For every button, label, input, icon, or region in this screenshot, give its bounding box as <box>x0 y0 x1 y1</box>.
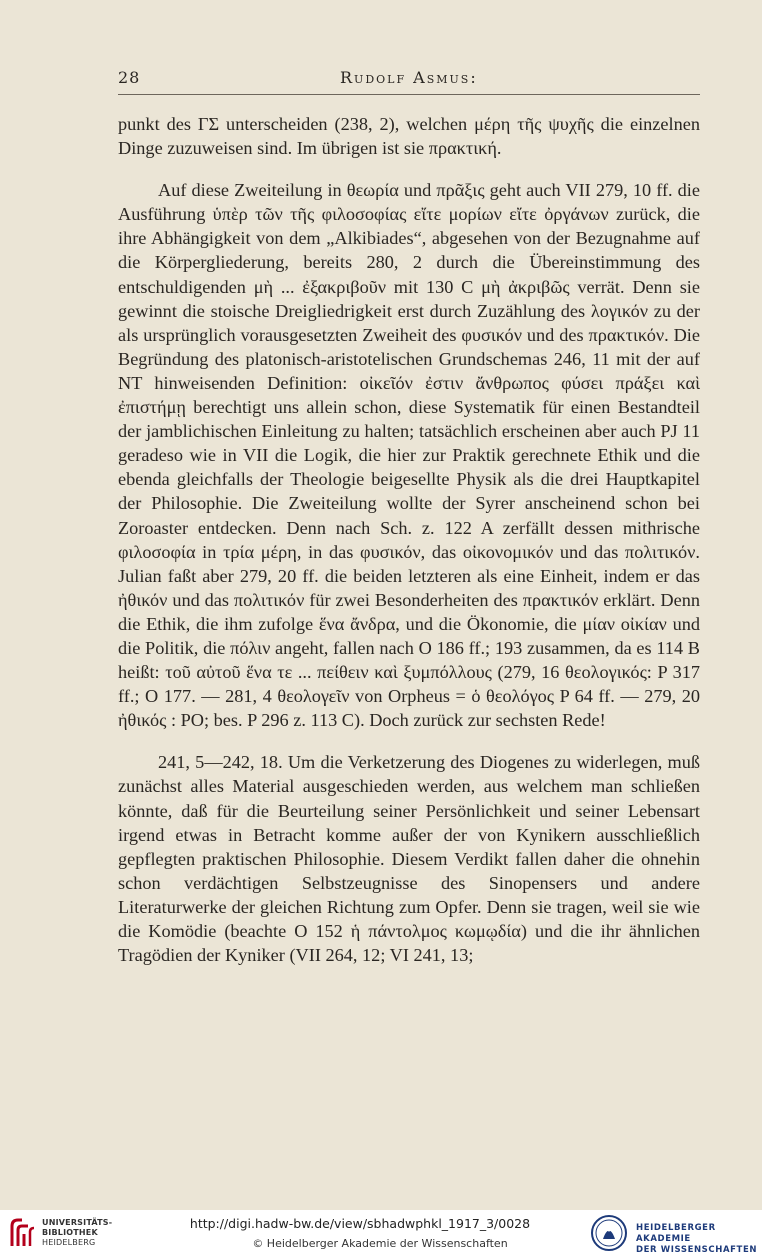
body-text <box>118 112 700 967</box>
page-number: 28 <box>118 68 141 87</box>
academy-name: HEIDELBERGER AKADEMIE DER WISSENSCHAFTEN <box>636 1223 758 1255</box>
university-library-logo-icon <box>8 1216 36 1250</box>
paragraph-zweiteilung: Auf diese Zweiteilung in θεωρία und πρᾶξις geht auch VII 279, 10 ff. die Ausführung ὑπὲρ τῶν τῆς φιλοσοφίας εἴτε μορίων εἴτε ὀργάνων zurück, die ihre Abhängigkeit von dem „Alkibiades“, abgesehen von der Bezugnahme auf die Körpergliederung, bereits 280, 2 durch die Übereinstimmung des entschuldigenden μὴ ... ἐξακριβοῦν mit 130 C μὴ ἀκριβῶς verrät. Denn sie gewinnt die stoische Dreigliedrigkeit erst durch Zuzählung des λογικόν zu der als ursprünglich vorausgesetzten Zweiheit des φυσικόν und des πρακτικόν. Die Begründung des platonisch-aristotelischen Grundschemas 246, 11 mit der auf NT hinweisenden Definition: οἰκεῖόν ἐστιν ἄνθρωπος φύσει πράξει καὶ ἐπιστήμῃ berechtigt uns allein schon, diese Systematik für einen Bestandteil der jamblichischen Einleitung zu halten; tatsächlich erscheinen aber auch PJ 11 geradeso wie in VII die Logik, die hier zur Praktik gerechnete Ethik und die ebenda gleichfalls der Theologie beigesellte Physik als die drei Hauptkapitel der Philosophie. Die Zweiteilung wollte der Syrer anscheinend schon bei Zoroaster entdecken. Denn nach Sch. z. 122 A zerfällt dessen mithrische φιλοσοφία in τρία μέρη, in das φυσικόν, das οἰκονομικόν und das πολιτικόν. Julian faßt aber 279, 20 ff. die beiden letzteren als eine Einheit, indem er das ἠθικόν und das πολιτικόν für zwei Besonderheiten des πρακτικόν erklärt. Denn die Ethik, die ihm zufolge ἕνα ἄνδρα, und die Ökonomie, die μίαν οἰκίαν und die Politik, die πόλιν angeht, fallen nach O 186 ff.; 193 zusammen, da es 114 B heißt: τοῦ αὐτοῦ ἕνα τε ... πείθειν καὶ ξυμπόλλους (279, 16 θεολογικός: P 317 ff.; O 177. — 281, 4 θεολογεῖν von Orpheus = ὁ θεολόγος P 64 ff. — 279, 20 ἠθικός : PO; bes. P 296 z. 113 C). Doch zurück zur sechsten Rede! <box>118 180 700 731</box>
academy-seal-icon <box>590 1214 628 1252</box>
permalink-url[interactable]: http://digi.hadw-bw.de/view/sbhadwphkl_1917_3/0028 <box>189 1216 531 1231</box>
paragraph-diogenes: 241, 5—242, 18. Um die Verketzerung des Diogenes zu widerlegen, muß zunächst alles Material ausgeschieden werden, aus welchem man schließen könnte, daß für die Beurteilung seiner Persönlichkeit und seiner Lebensart irgend etwas in Betracht komme außer der von Kynikern ausschließlich gepflegten praktischen Philosophie. Diesem Verdikt fallen daher die ohnehin schon verdächtigen Selbstzeugnisse des Sinopensers und andere Literaturwerke der gleichen Richtung zum Opfer. Denn sie tragen, weil sie wie die Komödie (beachte O 152 ἡ πάντολμος κωμῳδία) und die ihr ähnlichen Tragödien der Kyniker (VII 264, 12; VI 241, 13; <box>118 752 700 966</box>
header-rule <box>118 94 700 95</box>
university-library-name: UNIVERSITÄTS- BIBLIOTHEK HEIDELBERG <box>42 1218 113 1247</box>
paragraph-continuation: punkt des ΓΣ unterscheiden (238, 2), welchen μέρη τῆς ψυχῆς die einzelnen Dinge zuzuweisen sind. Im übrigen ist sie πρακτική. <box>118 114 700 159</box>
page-header <box>118 68 698 92</box>
viewer-footer <box>0 1210 762 1257</box>
running-head: Rudolf Asmus: <box>340 68 478 87</box>
copyright-notice: © Heidelberger Akademie der Wissenschaften <box>252 1237 508 1250</box>
